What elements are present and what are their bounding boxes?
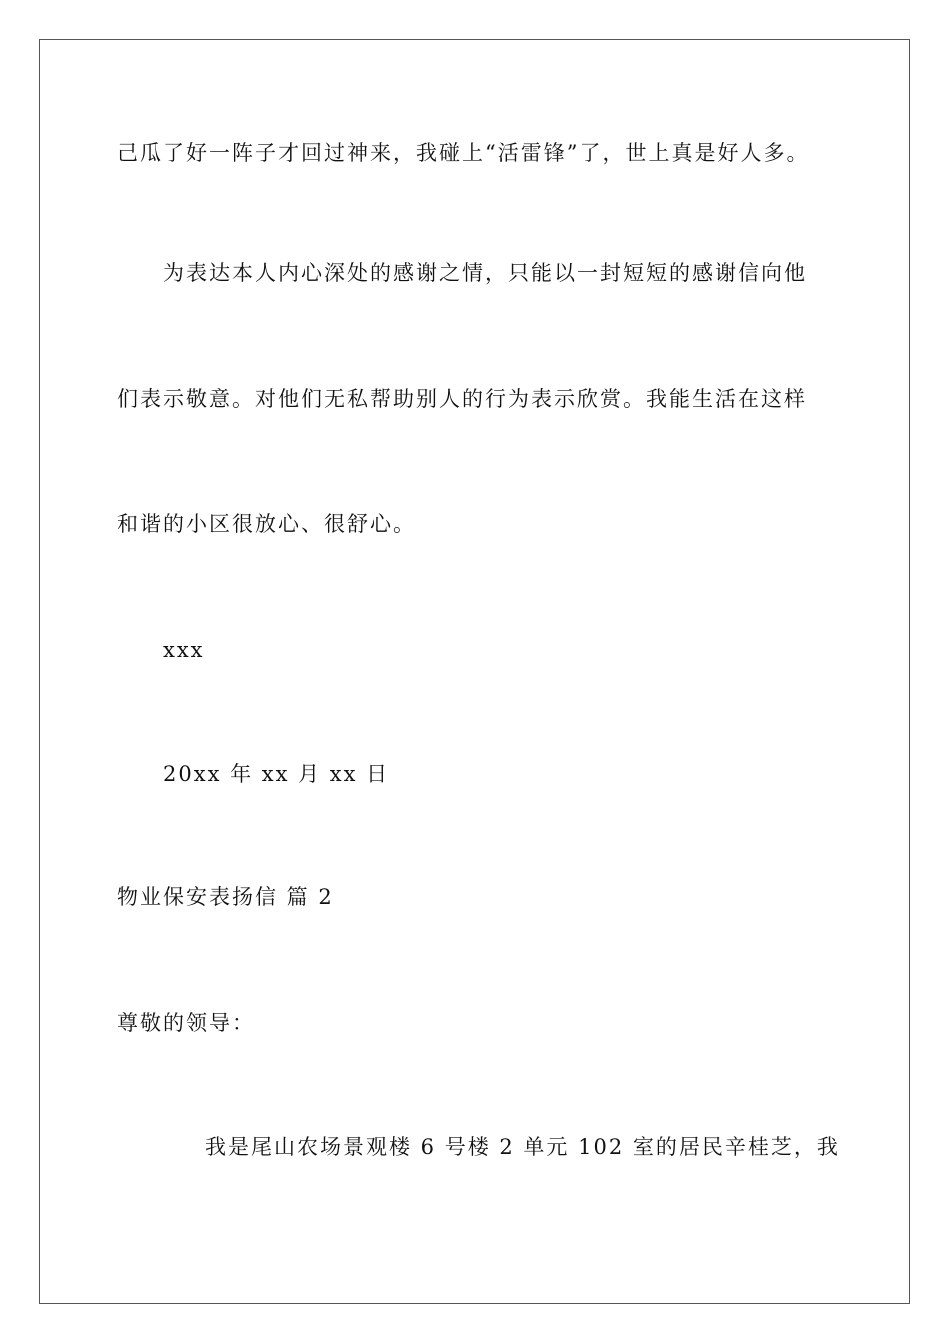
salutation: 尊敬的领导： (117, 1011, 255, 1035)
body-text-line: 们表示敬意。对他们无私帮助别人的行为表示欣赏。我能生活在这样 (117, 387, 807, 411)
body-text-line: 为表达本人内心深处的感谢之情，只能以一封短短的感谢信向他 (163, 261, 807, 285)
signature-name: xxx (163, 638, 205, 662)
body-text-line: 和谐的小区很放心、很舒心。 (117, 512, 416, 536)
section-heading: 物业保安表扬信 篇 2 (117, 885, 334, 909)
page-border (39, 39, 910, 1304)
signature-date: 20xx 年 xx 月 xx 日 (163, 762, 390, 786)
body-text-line: 己瓜了好一阵子才回过神来，我碰上“活雷锋”了，世上真是好人多。 (117, 141, 810, 165)
body-text-line: 我是尾山农场景观楼 6 号楼 2 单元 102 室的居民辛桂芝，我 (205, 1135, 840, 1159)
